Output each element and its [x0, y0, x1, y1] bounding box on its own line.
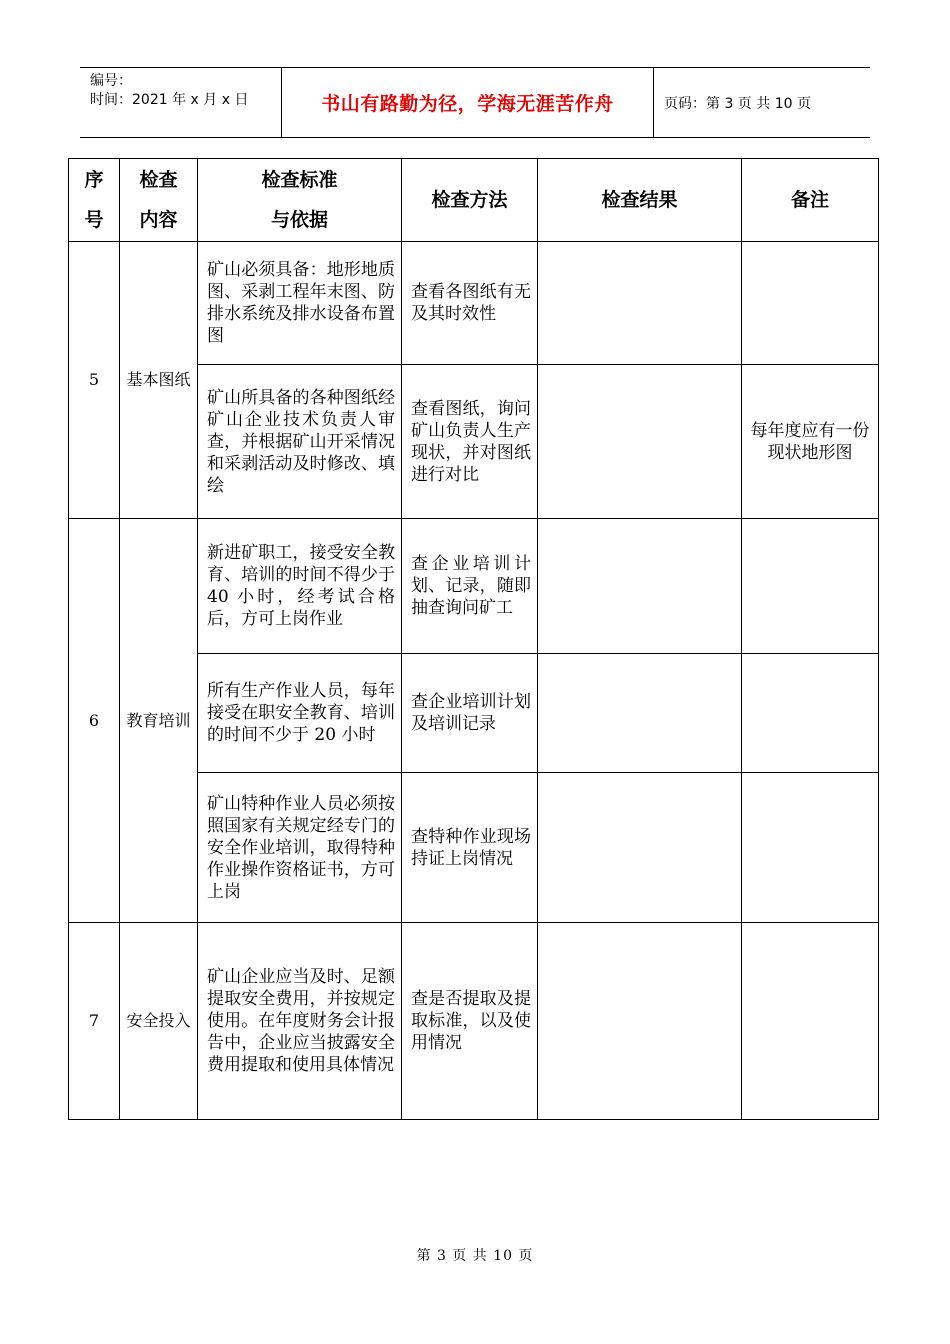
- col-header-content-line2: 内容: [139, 209, 178, 231]
- row-category: 安全投入: [120, 923, 198, 1120]
- page-footer: 第 3 页 共 10 页: [416, 1248, 534, 1264]
- col-header-note: 备注: [742, 159, 879, 242]
- note-cell: [742, 923, 879, 1120]
- time-label: 时间：2021 年 x 月 x 日: [90, 92, 249, 108]
- note-cell: [742, 242, 879, 365]
- result-cell: [538, 519, 742, 654]
- method-cell: 查是否提取及提取标准，以及使用情况: [402, 923, 538, 1120]
- standard-cell: 矿山企业应当及时、足额提取安全费用，并按规定使用。在年度财务会计报告中，企业应当披露安全费用提取和使用具体情况: [198, 923, 402, 1120]
- col-header-standard-line2: 与依据: [270, 209, 328, 231]
- result-cell: [538, 923, 742, 1120]
- note-cell: 每年度应有一份现状地形图: [742, 365, 879, 519]
- standard-cell: 矿山特种作业人员必须按照国家有关规定经专门的安全作业培训，取得特种作业操作资格证书，方可上岗: [198, 773, 402, 923]
- col-header-seq: [69, 159, 120, 242]
- col-header-seq-line2: 号: [84, 209, 104, 231]
- method-cell: 查企业培训计划、记录，随即抽查询问矿工: [402, 519, 538, 654]
- table-header-row: [69, 159, 879, 242]
- method-cell: 查企业培训计划及培训记录: [402, 654, 538, 773]
- col-header-seq-line1: 序: [84, 169, 104, 191]
- standard-cell: 新进矿职工，接受安全教育、培训的时间不得少于 40 小时，经考试合格后，方可上岗作业: [198, 519, 402, 654]
- note-cell: [742, 654, 879, 773]
- col-header-standard-line1: 检查标准: [261, 169, 338, 191]
- col-header-content: [120, 159, 198, 242]
- row-number: 6: [69, 519, 120, 923]
- row-category: 教育培训: [120, 519, 198, 923]
- standard-cell: 所有生产作业人员，每年接受在职安全教育、培训的时间不少于 20 小时: [198, 654, 402, 773]
- col-header-standard: [198, 159, 402, 242]
- row-number: 5: [69, 242, 120, 519]
- col-header-content-line1: 检查: [139, 169, 178, 191]
- method-cell: 查特种作业现场持证上岗情况: [402, 773, 538, 923]
- col-header-method: 检查方法: [402, 159, 538, 242]
- result-cell: [538, 242, 742, 365]
- result-cell: [538, 773, 742, 923]
- table-row: [69, 519, 879, 654]
- method-cell: 查看图纸，询问矿山负责人生产现状，并对图纸进行对比: [402, 365, 538, 519]
- standard-cell: 矿山必须具备：地形地质图、采剥工程年末图、防排水系统及排水设备布置图: [198, 242, 402, 365]
- header-info: [80, 68, 282, 137]
- page-header: [80, 67, 870, 138]
- result-cell: [538, 654, 742, 773]
- col-header-result: 检查结果: [538, 159, 742, 242]
- row-number: 7: [69, 923, 120, 1120]
- method-cell: 查看各图纸有无及其时效性: [402, 242, 538, 365]
- table-row: [69, 242, 879, 365]
- number-label: 编号：: [90, 73, 132, 89]
- result-cell: [538, 365, 742, 519]
- standard-cell: 矿山所具备的各种图纸经矿山企业技术负责人审查，并根据矿山开采情况和采剥活动及时修改、填绘: [198, 365, 402, 519]
- table-row: [69, 923, 879, 1120]
- note-cell: [742, 519, 879, 654]
- inspection-table: [68, 158, 879, 1120]
- row-category: 基本图纸: [120, 242, 198, 519]
- header-motto: 书山有路勤为径，学海无涯苦作舟: [282, 68, 654, 137]
- note-cell: [742, 773, 879, 923]
- header-page-label: 页码：第 3 页 共 10 页: [664, 95, 811, 112]
